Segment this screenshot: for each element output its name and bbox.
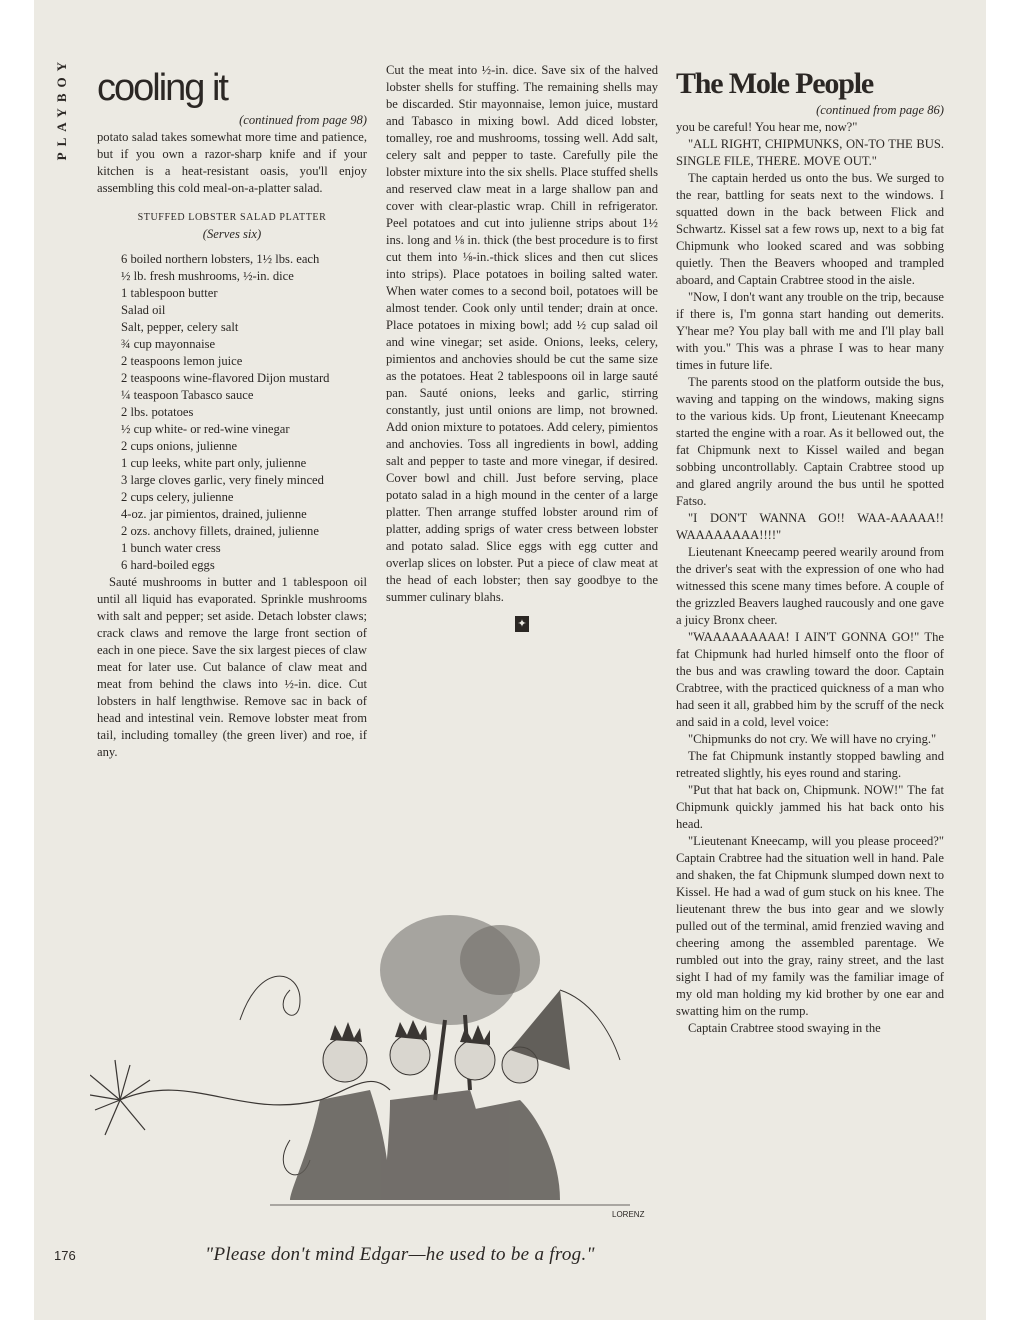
ingredient-item: 2 lbs. potatoes [121, 405, 194, 419]
ingredient-item: 4-oz. jar pimientos, drained, julienne [121, 507, 307, 521]
ingredient-item: Salt, pepper, celery salt [121, 320, 239, 334]
ingredient-item: 3 large cloves garlic, very finely minced [121, 473, 324, 487]
magazine-name-vertical: PLAYBOY [54, 56, 69, 161]
cartoon-illustration [90, 900, 650, 1230]
story-paragraph: The captain herded us onto the bus. We surged to the rear, battling for seats next to the windows. I squatted down in the back between Flick and Schwartz. Kissel sat a few rows up, next to a big fat Chipmunk who looked scared and was sobbing quietly. Then the Beavers whooped and trampled aboard, and Captain Crabtree stood in the aisle. [676, 171, 944, 287]
story-paragraph: "Chipmunks do not cry. We will have no crying." [688, 732, 937, 746]
recipe-title: STUFFED LOBSTER SALAD PLATTER [137, 212, 327, 223]
rabbit-logo-end-mark: ✦ [515, 616, 529, 632]
cooling-intro: potato salad takes somewhat more time and patience, but if you own a razor-sharp knife and if your kitchen is a heat-resistant oasis, you'll enjoy assembling this cold meal-on-a-platter salad. [97, 130, 367, 195]
ingredient-item: 1 tablespoon butter [121, 286, 218, 300]
story-paragraph: The parents stood on the platform outside the bus, waving and tapping on the windows, making signs to the various kids. Up front, Lieutenant Kneecamp started the engine with a roar. As it bellowed out, the fat Chipmunk next to Kissel wailed and began sobbing uncontrollably. Captain Crabtree stood up and glared angrily around the bus until he spotted Fatso. [676, 375, 944, 508]
ingredient-item: 6 boiled northern lobsters, 1½ lbs. each [121, 252, 320, 266]
story-paragraph: "ALL RIGHT, CHIPMUNKS, ON-TO THE BUS. SINGLE FILE, THERE. MOVE OUT." [676, 137, 944, 168]
recipe-serves: (Serves six) [202, 227, 262, 241]
column-3 [676, 62, 944, 1037]
ingredient-item: 2 ozs. anchovy fillets, drained, julienne [121, 524, 319, 538]
column-2 [386, 62, 658, 632]
ingredient-item: 1 cup leeks, white part only, julienne [121, 456, 307, 470]
mole-people-title: The Mole People [676, 67, 873, 100]
ingredient-item: ½ lb. fresh mushrooms, ½-in. dice [121, 269, 294, 283]
story-paragraph: "Put that hat back on, Chipmunk. NOW!" The fat Chipmunk quickly jammed his hat back onto his head. [676, 783, 944, 831]
recipe-method-part-1: Sauté mushrooms in butter and 1 tablespoon oil until all liquid has evaporated. Sprinkle mushrooms with salt and pepper; set aside. Detach lobster claws; crack claws and remove the large front section of each in one piece. Save the six largest pieces of claw meat for later use. Cut balance of claw meat and meat from behind the claws into ½-in. dice. Cut lobsters in half lengthwise. Remove sac in back of head and intestinal vein. Remove lobster meat from tail, including tomalley (the green liver) and roe, if any. [97, 575, 367, 759]
story-paragraph: Captain Crabtree stood swaying in the [688, 1021, 881, 1035]
ingredient-item: 6 hard-boiled eggs [121, 558, 215, 572]
ingredient-item: 2 cups celery, julienne [121, 490, 234, 504]
recipe-method-part-2: Cut the meat into ½-in. dice. Save six of the halved lobster shells for stuffing. The remaining shells may be discarded. Stir mayonnaise, lemon juice, mustard and Tabasco in mixing bowl. Add diced lobster, tomalley, roe and mushrooms, tossing well. Add salt, celery salt and pepper to taste. Carefully pile the lobster mixture into the six shells. Place stuffed shells and reserved claw meat in a large shallow pan and cover with clear-plastic wrap. Chill in refrigerator. Peel potatoes and cut into julienne strips about 1½ ins. long and ⅛ in. thick (the best procedure is to first cut them into ⅛-in.-thick slices and then cut slices into strips). Place potatoes in boiling salted water. When water comes to a second boil, potatoes will be almost tender. Cook only until tender; drain at once. Place potatoes in mixing bowl; add ½ cup salad oil and wine vinegar; set aside. Onions, leeks, celery, pimientos and anchovies should be cut the same size as the potatoes. Heat 2 tablespoons oil in large sauté pan. Sauté onions, leeks and garlic, stirring constantly, just until onions are limp, not browned. Add onion mixture to potatoes. Add celery, pimientos and anchovies. Toss all ingredients in bowl, adding salt and pepper to taste and more vinegar, if desired. Cover bowl and chill. Just before serving, place potato salad in a high mound in the center of a large platter. Then arrange stuffed lobster around rim of platter, adding sprigs of water cress between lobster and potato salad. Slice eggs with egg cutter and overlap slices on lobster. Put a piece of claw meat at the head of each lobster; then say goodbye to the summer culinary blahs. [386, 63, 658, 604]
story-paragraph: Lieutenant Kneecamp peered wearily around from the driver's seat with the expression of one who had witnessed this scene many times before. A couple of the grizzled Beavers laughed raucously and one gave a juicy Bronx cheer. [676, 545, 944, 627]
ingredient-item: ¼ teaspoon Tabasco sauce [121, 388, 254, 402]
ingredient-item: 2 teaspoons wine-flavored Dijon mustard [121, 371, 330, 385]
page-number: 176 [54, 1248, 76, 1263]
ingredient-list [109, 251, 367, 574]
story-paragraph: "Now, I don't want any trouble on the trip, because if there is, I'm gonna start handing out demerits. Y'hear me? You play ball with me and I'll play ball with you." This was a phrase I was to hear many times in future life. [676, 290, 944, 372]
ingredient-item: ¾ cup mayonnaise [121, 337, 216, 351]
ingredient-item: ½ cup white- or red-wine vinegar [121, 422, 290, 436]
story-paragraph: you be careful! You hear me, now?" [676, 120, 858, 134]
cartoon-caption: "Please don't mind Edgar—he used to be a frog." [205, 1244, 595, 1265]
ingredient-item: 2 teaspoons lemon juice [121, 354, 243, 368]
continued-note-cooling: (continued from page 98) [239, 113, 367, 127]
story-paragraph: "I DON'T WANNA GO!! WAA-AAAAA!! WAAAAAAAA!!!!" [676, 511, 944, 542]
cooling-it-title: cooling it [97, 67, 227, 109]
story-paragraph: "Lieutenant Kneecamp, will you please proceed?" Captain Crabtree had the situation well in hand. Pale and shaken, the fat Chipmunk slumped down next to Kissel. He had a wad of gum stuck on his knee. The lieutenant threw the bus into gear and we slowly pulled out of the terminal, amid frenzied waving and cheering among the assembled parentage. We rumbled out into the gray, rainy street, and the last sight I had of my family was the familiar image of my old man holding my kid brother by one ear and swatting him on the rump. [676, 834, 944, 1018]
story-paragraph: "WAAAAAAAAA! I AIN'T GONNA GO!" The fat Chipmunk had hurled himself onto the floor of the bus and was crawling toward the door. Captain Crabtree, with the practiced quickness of a man who had seen it all, grabbed him by the scruff of the neck and said in a cold, level voice: [676, 630, 944, 729]
ingredient-item: 1 bunch water cress [121, 541, 221, 555]
artist-signature: LORENZ [612, 1210, 645, 1219]
ingredient-item: 2 cups onions, julienne [121, 439, 238, 453]
story-paragraph: The fat Chipmunk instantly stopped bawling and retreated slightly, his eyes round and staring. [676, 749, 944, 780]
column-1 [97, 62, 367, 761]
ingredient-item: Salad oil [121, 303, 166, 317]
continued-note-mole: (continued from page 86) [816, 103, 944, 117]
